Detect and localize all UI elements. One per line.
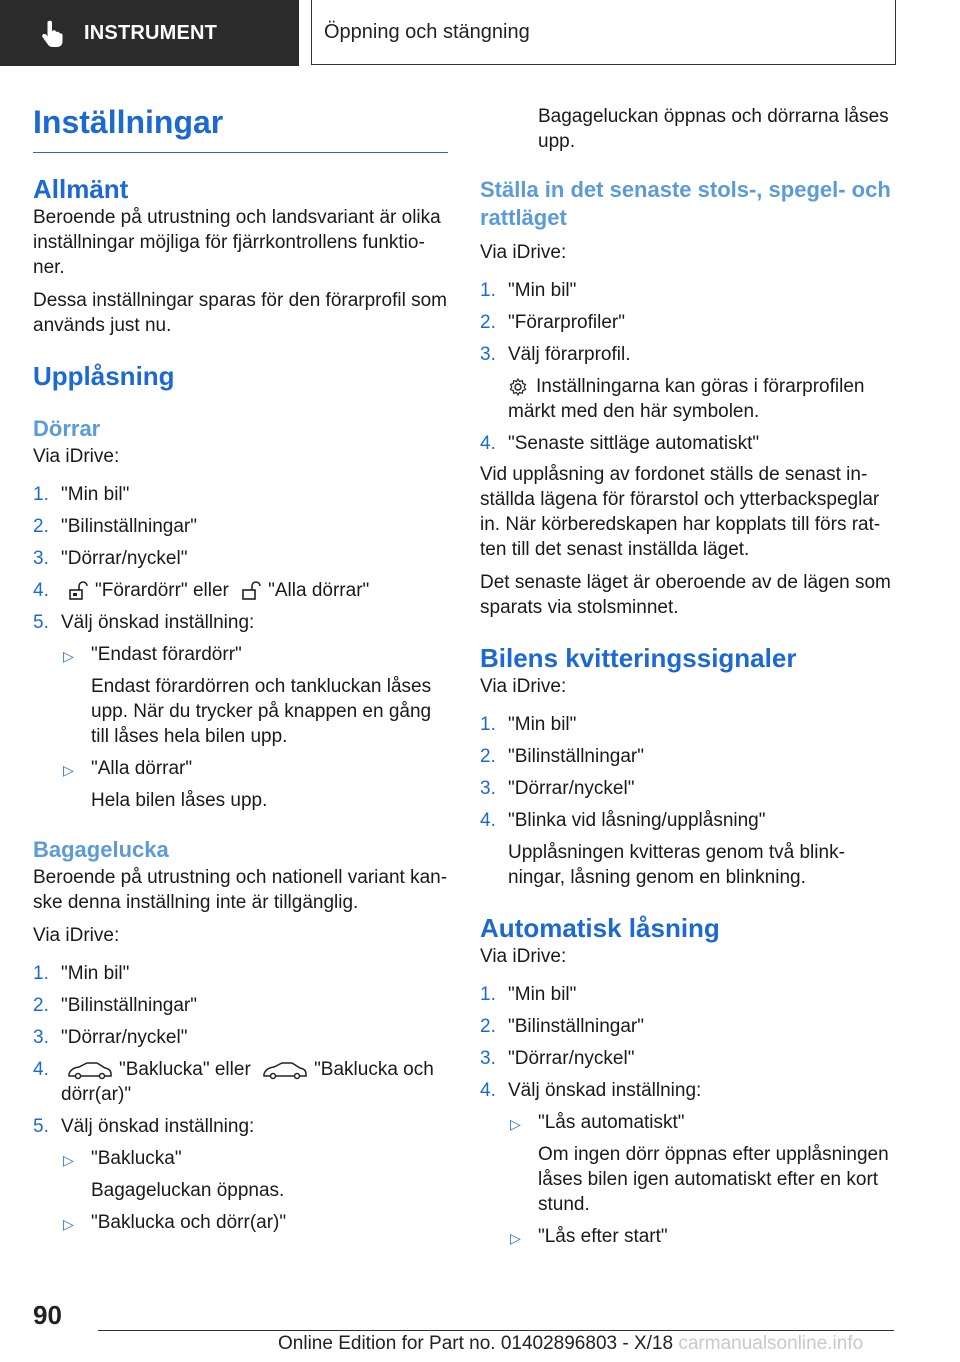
ack-steps [480,712,895,890]
chapter-label: Öppning och stängning [324,20,530,43]
all-doors-unlock-icon [240,580,262,602]
bullet-triangle-icon: ▷ [510,1116,521,1132]
trunk-options [63,1146,448,1237]
heading-general: Allmänt [33,174,129,204]
list-item: 1. "Min bil" [33,484,130,505]
trunk-paragraph: Beroende på utrustning och nationell variant kanske denna inställning inte är tillgänglig. [33,867,448,913]
list-item: 4. "Senaste sittläge automatiskt" [480,433,760,454]
page-number: 90 [33,1300,62,1330]
list-item: 5. Välj önskad inställning: [33,1116,255,1137]
bullet-triangle-icon: ▷ [63,1216,74,1232]
bullet-triangle-icon: ▷ [63,762,74,778]
car-trunk-doors-icon [262,1060,308,1080]
list-item: ▷ "Baklucka" Bagageluckan öppnas. [63,1148,285,1201]
list-item: 4. Välj önskad inställning: [480,1080,702,1101]
list-item: ▷ "Lås automatiskt" Om ingen dörr öppnas efter upplåsningen låses bilen igen automatiskt efter en kort stund. [510,1112,889,1215]
heading-acknowledgement: Bilens kvitteringssignaler [480,643,797,673]
list-item: 4. "Blinka vid låsning/upplåsning" Upplåsningen kvitteras genom två blinkningar, låsning genom en blinkning. [480,810,845,888]
seat-paragraph-2: Det senaste läget är oberoende av de lägen som sparats via stolsminnet. [480,572,891,618]
hand-pointer-icon [38,18,68,48]
list-item: 5. Välj önskad inställning: [33,612,255,633]
list-item: 2. "Bilinställningar" [33,516,197,537]
list-item: 1. "Min bil" [480,714,577,735]
bullet-triangle-icon: ▷ [63,648,74,664]
list-item: 3. "Dörrar/nyckel" [33,548,188,569]
heading-unlocking: Upplåsning [33,361,175,391]
section-label: INSTRUMENT [84,21,218,44]
list-item: 3. Välj förarprofil. Inställningarna kan göras i förarprofilen märkt med den här symbolen. [480,344,865,422]
ack-via: Via iDrive: [480,676,567,697]
bullet-triangle-icon: ▷ [63,1152,74,1168]
list-item: 2. "Förarprofiler" [480,312,625,333]
heading-doors: Dörrar [33,416,101,441]
section-tab [0,0,299,66]
doors-steps [33,482,448,635]
trunk-via: Via iDrive: [33,925,120,946]
trunk-steps [33,961,448,1139]
footer-divider [98,1330,894,1331]
list-item: 3. "Dörrar/nyckel" [480,1048,635,1069]
page-title: Inställningar [33,98,448,153]
settings-gear-icon [508,377,528,397]
list-item: 2. "Bilinställningar" [33,995,197,1016]
doors-options [63,642,448,813]
auto-via: Via iDrive: [480,946,567,967]
list-item: 1. "Min bil" [33,963,130,984]
list-item: ▷ "Alla dörrar" Hela bilen låses upp. [63,758,268,811]
heading-last-position: Ställa in det senaste stols-, spegel- och rattläget [480,177,891,230]
list-item: 4. "Förardörr" eller "Alla dörrar" [33,580,370,601]
footer-edition: Online Edition for Part no. 01402896803 - X/18 carmanualsonline.info [278,1333,864,1354]
list-item: 2. "Bilinställningar" [480,1016,644,1037]
page-header [0,0,960,66]
doors-via: Via iDrive: [33,446,120,467]
right-column [480,104,895,1251]
list-item: 3. "Dörrar/nyckel" [33,1027,188,1048]
heading-trunk: Bagagelucka [33,837,169,862]
general-paragraph-1: Beroende på utrustning och landsvariant är olika inställningar möjliga för fjärrkontrollens funktioner. [33,207,441,278]
seat-paragraph-1: Vid upplåsning av fordonet ställs de senast inställda lägena för förarstol och ytterbackspeglar in. När körberedskapen har kopplats till förs ratten till det senast inställda läget. [480,464,881,560]
general-paragraph-2: Dessa inställningar sparas för den förarprofil som används just nu. [33,290,447,336]
left-column [33,98,448,1237]
list-item: ▷ "Endast förardörr" Endast förardörren och tankluckan låses upp. När du trycker på knappen en gång till låses hela bilen upp. [63,644,432,747]
list-item: 3. "Dörrar/nyckel" [480,778,635,799]
auto-options [510,1110,895,1251]
list-item: 2. "Bilinställningar" [480,746,644,767]
list-item: 1. "Min bil" [480,984,577,1005]
list-item: 4. "Baklucka" eller "Baklucka och dörr(ar)" [33,1059,434,1105]
car-trunk-icon [67,1060,113,1080]
seat-via: Via iDrive: [480,242,567,263]
list-item: ▷ "Baklucka och dörr(ar)" [63,1210,448,1237]
seat-steps [480,278,895,456]
watermark-site: carmanualsonline.info [678,1333,864,1354]
auto-steps [480,982,895,1103]
chapter-tab [311,0,896,65]
bullet-triangle-icon: ▷ [510,1230,521,1246]
list-item: ▷ "Lås efter start" [510,1224,895,1251]
trunk-continued: Bagageluckan öppnas och dörrarna låses upp. [538,106,889,152]
heading-auto-lock: Automatisk låsning [480,913,720,943]
list-item: 1. "Min bil" [480,280,577,301]
driver-door-unlock-icon [67,580,89,602]
